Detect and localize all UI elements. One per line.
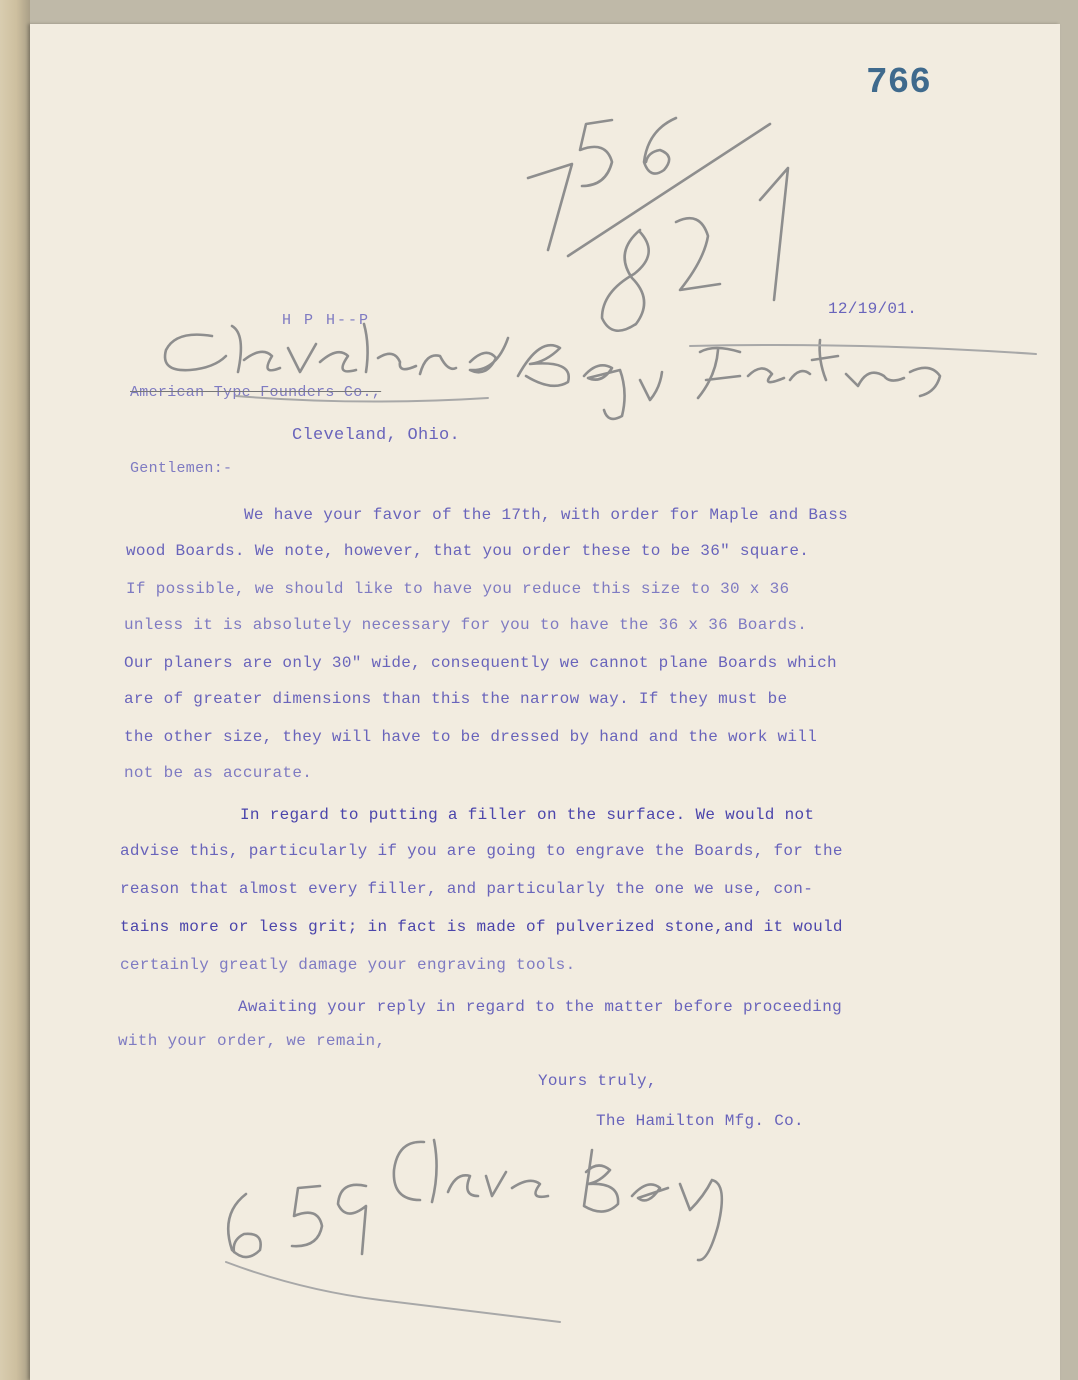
body-line: We have your favor of the 17th, with order for Maple and Bass bbox=[244, 506, 848, 524]
reference-initials: H P H--P bbox=[282, 312, 371, 329]
body-line: In regard to putting a filler on the surface. We would not bbox=[240, 806, 815, 824]
addressee-company: American Type Founders Co., bbox=[130, 384, 382, 401]
body-line: are of greater dimensions than this the narrow way. If they must be bbox=[124, 690, 788, 708]
body-line: wood Boards. We note, however, that you order these to be 36" square. bbox=[126, 542, 810, 560]
binding-edge bbox=[0, 0, 30, 1380]
body-line: reason that almost every filler, and particularly the one we use, con- bbox=[120, 880, 814, 898]
body-line: If possible, we should like to have you reduce this size to 30 x 36 bbox=[126, 580, 790, 598]
body-line: advise this, particularly if you are going to engrave the Boards, for the bbox=[120, 842, 843, 860]
signature-company: The Hamilton Mfg. Co. bbox=[596, 1112, 804, 1130]
valediction: Yours truly, bbox=[538, 1072, 657, 1090]
body-line: the other size, they will have to be dressed by hand and the work will bbox=[124, 728, 818, 746]
body-line: with your order, we remain, bbox=[118, 1032, 386, 1050]
salutation: Gentlemen:- bbox=[130, 460, 233, 477]
body-line: certainly greatly damage your engraving tools. bbox=[120, 956, 576, 974]
body-line: unless it is absolutely necessary for you to have the 36 x 36 Boards. bbox=[124, 616, 808, 634]
body-line: not be as accurate. bbox=[124, 764, 313, 782]
addressee-city: Cleveland, Ohio. bbox=[292, 426, 461, 445]
letter-date: 12/19/01. bbox=[828, 300, 918, 318]
body-line: Our planers are only 30" wide, consequently we cannot plane Boards which bbox=[124, 654, 837, 672]
body-line: Awaiting your reply in regard to the matter before proceeding bbox=[238, 998, 842, 1016]
archive-stamp-number: 766 bbox=[866, 62, 931, 103]
body-line: tains more or less grit; in fact is made of pulverized stone,and it would bbox=[120, 918, 843, 936]
